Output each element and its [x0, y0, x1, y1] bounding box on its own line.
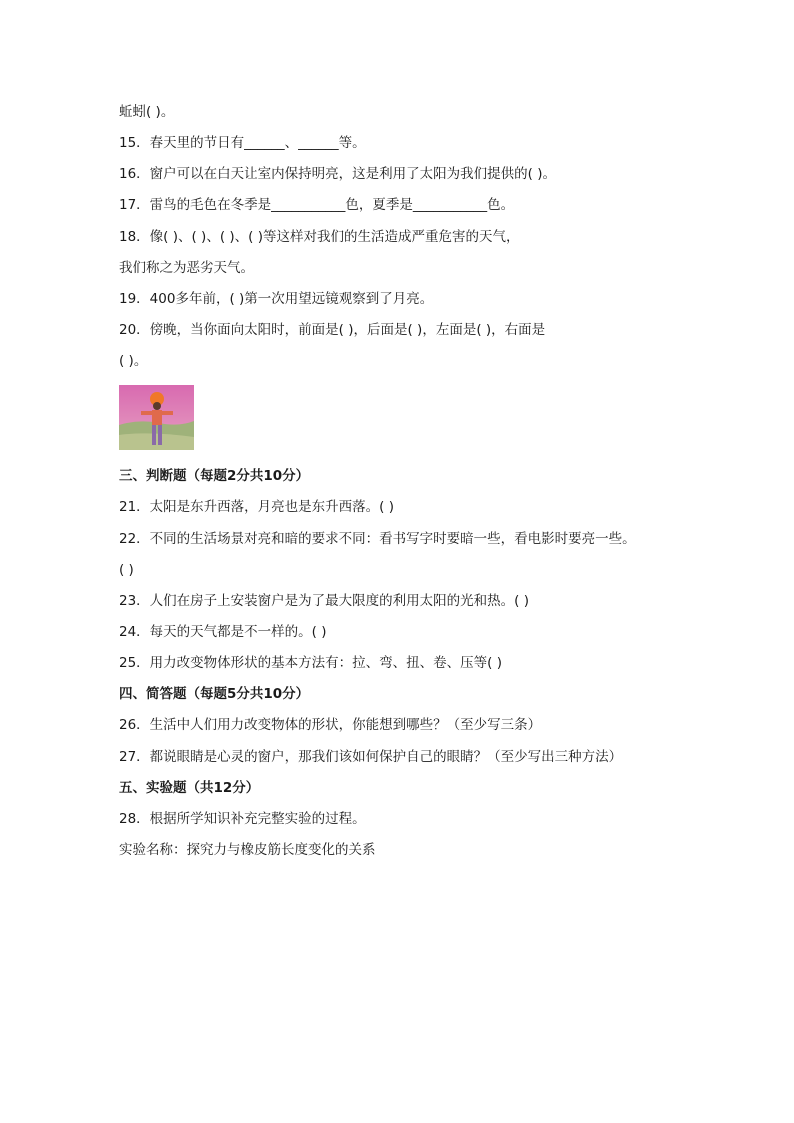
question-20: 20．傍晚，当你面向太阳时，前面是( )，后面是( )，左面是( )，右面是 [119, 322, 546, 338]
question-25: 25．用力改变物体形状的基本方法有：拉、弯、扭、卷、压等( ) [119, 655, 503, 671]
question-22-continued: ( ) [119, 562, 134, 578]
question-21: 21．太阳是东升西落，月亮也是东升西落。( ) [119, 499, 395, 515]
question-17: 17．雷鸟的毛色在冬季是___________色，夏季是___________色。 [119, 197, 515, 213]
ground-foreground [119, 433, 194, 450]
sunset-person-drawing [119, 385, 194, 450]
question-15: 15．春天里的节日有______、______等。 [119, 135, 366, 151]
question-18: 18．像( )、( )、( )、( )等这样对我们的生活造成严重危害的天气， [119, 229, 520, 245]
question-27: 27．都说眼睛是心灵的窗户，那我们该如何保护自己的眼睛？（至少写出三种方法） [119, 749, 623, 765]
section-3-title: 三、判断题（每题2分共10分） [119, 468, 310, 484]
question-16: 16．窗户可以在白天让室内保持明亮，这是利用了太阳为我们提供的( )。 [119, 166, 557, 182]
question-26: 26．生活中人们用力改变物体的形状，你能想到哪些？（至少写三条） [119, 717, 542, 733]
question-14-tail: 蚯蚓( )。 [119, 104, 175, 120]
question-24: 24．每天的天气都是不一样的。( ) [119, 624, 327, 640]
person-body [152, 410, 162, 425]
sunset-person-illustration [119, 385, 194, 450]
experiment-name: 实验名称：探究力与橡皮筋长度变化的关系 [119, 842, 376, 858]
section-4-title: 四、简答题（每题5分共10分） [119, 686, 310, 702]
question-28: 28．根据所学知识补充完整实验的过程。 [119, 811, 366, 827]
person-right-leg [158, 425, 162, 445]
question-19: 19．400多年前，( )第一次用望远镜观察到了月亮。 [119, 291, 434, 307]
section-5-title: 五、实验题（共12分） [119, 780, 260, 796]
question-18-continued: 我们称之为恶劣天气。 [119, 260, 254, 276]
question-23: 23．人们在房子上安装窗户是为了最大限度的利用太阳的光和热。( ) [119, 593, 530, 609]
question-20-continued: ( )。 [119, 353, 148, 369]
person-left-leg [152, 425, 156, 445]
question-22: 22．不同的生活场景对亮和暗的要求不同：看书写字时要暗一些，看电影时要亮一些。 [119, 531, 636, 547]
person-head [153, 402, 161, 410]
